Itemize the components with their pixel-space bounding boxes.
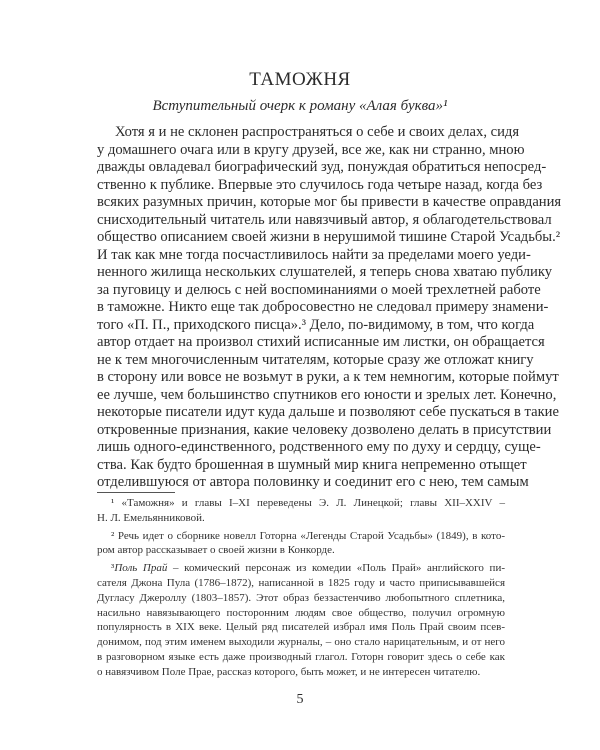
footnote-line: ¹ «Таможня» и главы I–XI переведены Э. Л. Линецкой; главы XII–XXIV – bbox=[111, 497, 505, 509]
body-line: снисходительный читатель или навязчивый автор, я облагодетельствовал bbox=[97, 211, 552, 228]
body-paragraph bbox=[97, 124, 562, 492]
body-line: за пуговицу и делюсь с ней воспоминаниями о моей трехлетней работе bbox=[97, 281, 541, 298]
body-line: отделившуюся от автора половинку и соединит его с нею, тем самым bbox=[97, 474, 529, 490]
footnote-line: Дугласу Джероллу (1803–1857). Этот образ беззастенчиво любопытного сплетника, bbox=[97, 591, 505, 604]
body-line: того «П. П., приходского писца».³ Дело, по-видимому, в том, что когда bbox=[97, 316, 535, 333]
footnote-line bbox=[97, 561, 505, 576]
body-line: не к тем многочисленным читателям, которые сразу же отложат книгу bbox=[97, 351, 534, 368]
body-line: ственно к публике. Впервые это случилось года четыре назад, когда без bbox=[97, 176, 543, 193]
footnote-line: ром автор рассказывает о своей жизни в Конкорде. bbox=[97, 544, 335, 557]
body-line: Хотя я и не склонен распространяться о себе и своих делах, сидя bbox=[115, 124, 520, 140]
footnote-line: сателя Джона Пула (1786–1872), написанной в 1825 году и часто приписывавшейся bbox=[97, 576, 505, 589]
footnote-line: насильно навязывающего посторонним людям свое общество, получил огромную bbox=[97, 606, 505, 619]
body-line: лишь одного-единственного, родственного ему по духу и сердцу, суще- bbox=[97, 439, 541, 455]
body-line: у домашнего очага или в кругу друзей, все же, как ни странно, мною bbox=[97, 141, 525, 158]
chapter-subtitle: Вступительный очерк к роману «Алая буква»¹ bbox=[152, 98, 448, 114]
footnote-divider bbox=[97, 492, 175, 493]
footnote-term: Поль Прай bbox=[114, 562, 168, 575]
footnote-marker: ³ bbox=[111, 562, 115, 575]
body-line: в сторону или вовсе не возьмут в руки, а к тем немногим, которые поймут bbox=[97, 369, 559, 385]
footnote-line: о навязчивом Поле Прае, рассказ которого, быть может, и не интересен читателю. bbox=[97, 665, 481, 678]
body-line: всяких разумных причин, которые мог бы привести в качестве оправдания bbox=[97, 194, 562, 210]
footnote-line: в разговорном языке есть даже производный глагол. Готорн говорит здесь о себе как bbox=[97, 650, 505, 663]
body-line: откровенные признания, какие человеку дозволено делать в присутствии bbox=[97, 421, 552, 438]
body-line: ненного жилища нескольких слушателей, я теперь снова хватаю публику bbox=[97, 264, 553, 280]
body-line: в таможне. Никто еще так добросовестно не следовал примеру знамени- bbox=[97, 299, 549, 315]
footnote-3 bbox=[97, 561, 505, 679]
body-line: общество описанием своей жизни в нерушимой тишине Старой Усадьбы.² bbox=[97, 229, 561, 245]
footnote-text: – комический персонаж из комедии «Поль Прай» английского пи- bbox=[167, 562, 505, 575]
body-line: И так как мне тогда посчастливилось найти за пределами моего уеди- bbox=[97, 246, 531, 263]
body-line: некоторые писатели идут куда дальше и позволяют себе пускаться в такие bbox=[97, 404, 559, 420]
body-line: ее лучше, чем большинство спутников его юности и зрелых лет. Конечно, bbox=[97, 386, 557, 403]
footnote-line: ² Речь идет о сборнике новелл Готорна «Легенды Старой Усадьбы» (1849), в кото- bbox=[111, 529, 505, 542]
footnote-line: популярность в XIX веке. Целый ряд писателей избрал имя Поль Прай своим псев- bbox=[97, 621, 505, 634]
footnotes bbox=[97, 496, 505, 683]
footnote-2 bbox=[97, 529, 505, 559]
footnote-1 bbox=[97, 496, 505, 526]
footnote-line: донимом, под этим именем выходили журналы, – оно стало нарицательным, и от него bbox=[97, 636, 505, 649]
body-line: автор отдает на произвол стихий исписанные им листки, он обращается bbox=[97, 334, 545, 350]
chapter-title: ТАМОЖНЯ bbox=[249, 69, 351, 90]
body-line: ства. Как будто брошенная в шумный мир книга непременно отыщет bbox=[97, 456, 527, 473]
page-number: 5 bbox=[296, 692, 304, 707]
footnote-line: Н. Л. Емельянниковой. bbox=[97, 511, 205, 524]
body-line: дважды овладевал биографический зуд, понуждая обратиться непосред- bbox=[97, 159, 547, 175]
